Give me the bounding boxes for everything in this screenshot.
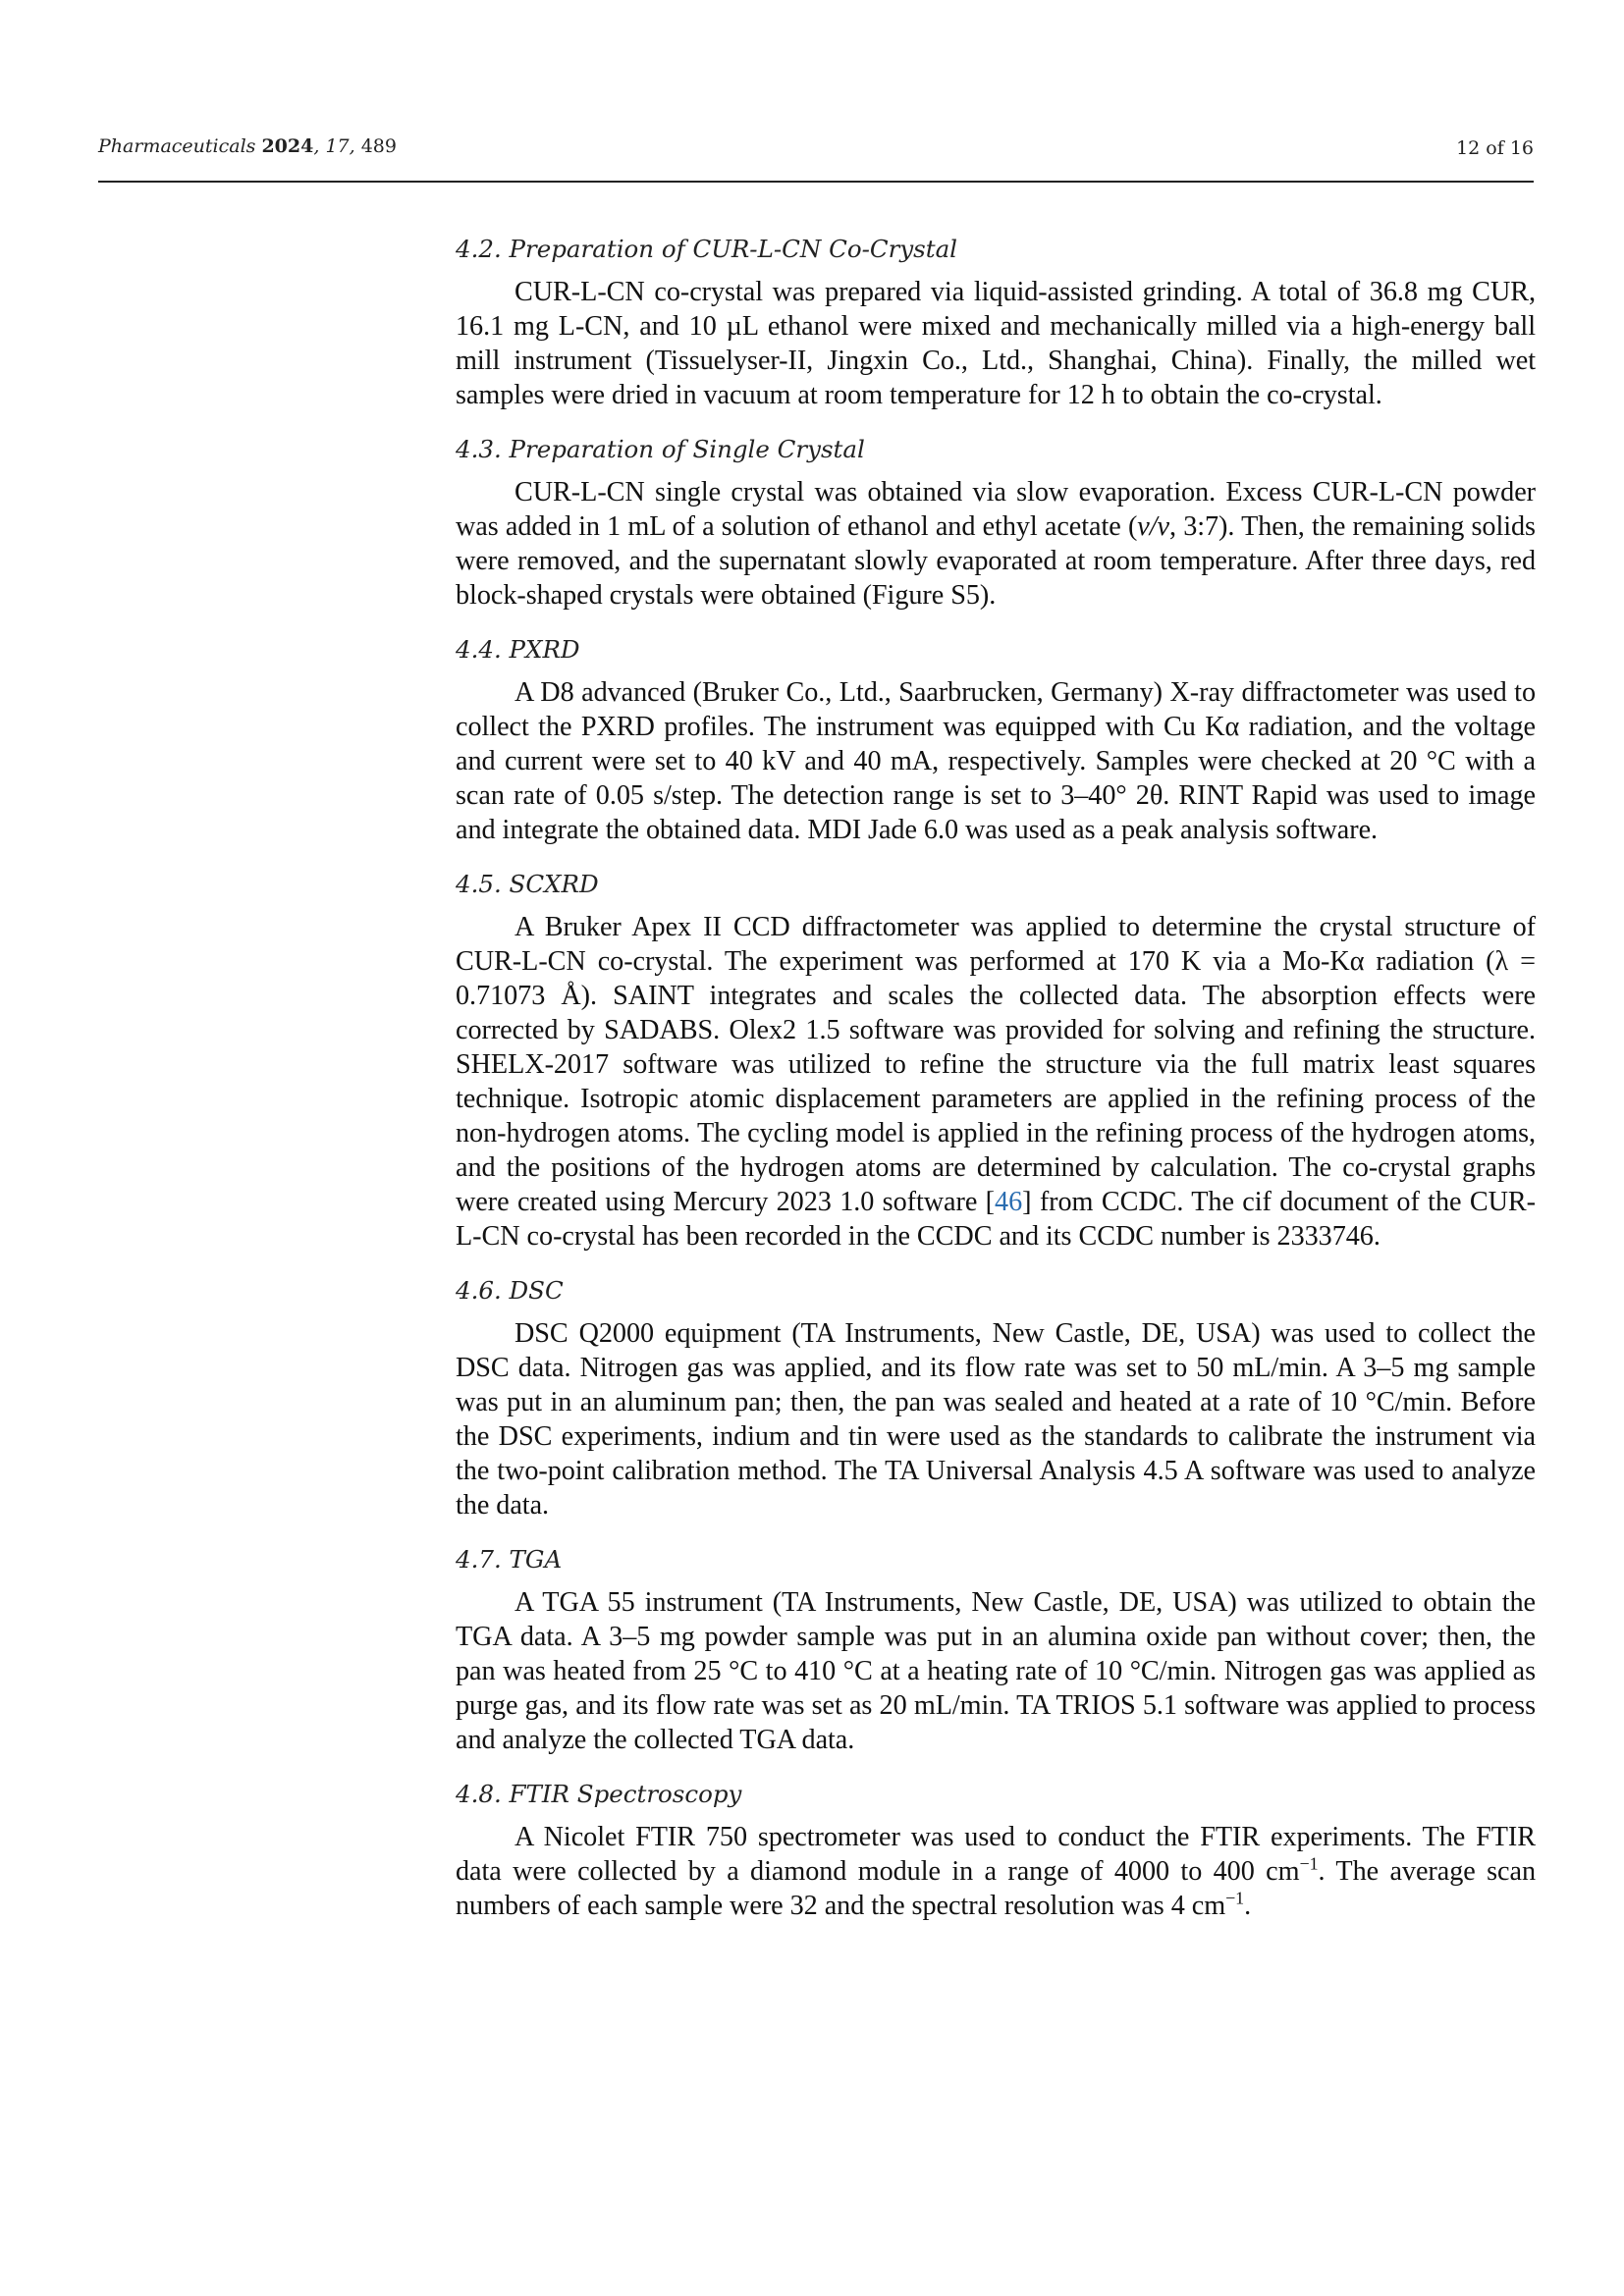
section-heading: 4.3. Preparation of Single Crystal bbox=[456, 435, 865, 463]
section-4-6 bbox=[456, 1275, 1536, 1522]
section-heading: 4.4. PXRD bbox=[456, 635, 580, 664]
section-paragraph bbox=[456, 910, 1536, 1254]
text-run: CUR-L-CN single crystal was obtained via slow evaporation. Excess CUR-L-CN powder was added in 1 mL of a solution of ethanol and ethyl acetate ( bbox=[456, 477, 1536, 542]
text-run: . The average scan numbers of each sample were 32 and the spectral resolution was 4 cm bbox=[456, 1856, 1536, 1921]
journal-volume: 17 bbox=[325, 135, 350, 157]
page-number: 12 of 16 bbox=[1456, 137, 1534, 159]
section-paragraph: A D8 advanced (Bruker Co., Ltd., Saarbrucken, Germany) X-ray diffractometer was used to collect the PXRD profiles. The instrument was equipped with Cu Kα radiation, and the voltage and current were set to 40 kV and 40 mA, respectively. Samples were checked at 20 °C with a scan rate of 0.05 s/step. The detection range is set to 3–40° 2θ. RINT Rapid was used to image and integrate the obtained data. MDI Jade 6.0 was used as a peak analysis software. bbox=[456, 677, 1536, 845]
section-heading: 4.6. DSC bbox=[456, 1276, 564, 1305]
section-4-8 bbox=[456, 1779, 1536, 1923]
text-run: A Bruker Apex II CCD diffractometer was applied to determine the crystal structure of CUR-L-CN co-crystal. The experiment was performed at 170 K via a Mo-Kα radiation (λ = 0.71073 Å). SAINT integrates and scales the collected data. The absorption effects were corrected by SADABS. Olex2 1.5 software was provided for solving and refining the structure. SHELX-2017 software was utilized to refine the structure via the full matrix least squares technique. Isotropic atomic displacement parameters are applied in the refining process of the non-hydrogen atoms. The cycling model is applied in the refining process of the hydrogen atoms, and the positions of the hydrogen atoms are determined by calculation. The co-crystal graphs were created using Mercury 2023 1.0 software [ bbox=[456, 912, 1536, 1217]
section-4-2 bbox=[456, 234, 1536, 412]
section-4-5 bbox=[456, 869, 1536, 1254]
text-run: A Nicolet FTIR 750 spectrometer was used to conduct the FTIR experiments. The FTIR data were collected by a diamond module in a range of 4000 to 400 cm bbox=[456, 1822, 1536, 1887]
italic-ratio: v/v bbox=[1137, 511, 1169, 542]
section-paragraph: CUR-L-CN co-crystal was prepared via liquid-assisted grinding. A total of 36.8 mg CUR, 16.1 mg L-CN, and 10 µL ethanol were mixed and mechanically milled via a high-energy ball mill instrument (Tissuelyser-II, Jingxin Co., Ltd., Shanghai, China). Finally, the milled wet samples were dried in vacuum at room temperature for 12 h to obtain the co-crystal. bbox=[456, 277, 1536, 410]
journal-name: Pharmaceuticals bbox=[98, 135, 256, 157]
superscript: −1 bbox=[1299, 1853, 1319, 1874]
section-paragraph bbox=[456, 1820, 1536, 1923]
text-run: ] from CCDC. The cif document of the CUR-L-CN co-crystal has been recorded in the CCDC and its CCDC number is 2333746. bbox=[456, 1187, 1536, 1252]
article-body bbox=[456, 234, 1536, 1945]
reference-link[interactable]: 46 bbox=[995, 1187, 1023, 1217]
superscript: −1 bbox=[1225, 1888, 1245, 1908]
section-4-4 bbox=[456, 634, 1536, 847]
section-paragraph: DSC Q2000 equipment (TA Instruments, New Castle, DE, USA) was used to collect the DSC data. Nitrogen gas was applied, and its flow rate was set to 50 mL/min. A 3–5 mg sample was put in an aluminum pan; then, the pan was sealed and heated at a rate of 10 °C/min. Before the DSC experiments, indium and tin were used as the standards to calibrate the instrument via the two-point calibration method. The TA Universal Analysis 4.5 A software was used to analyze the data. bbox=[456, 1318, 1536, 1521]
section-heading: 4.5. SCXRD bbox=[456, 870, 599, 898]
article-number: 489 bbox=[360, 135, 397, 157]
text-run: . bbox=[1244, 1891, 1252, 1921]
section-paragraph: A TGA 55 instrument (TA Instruments, New Castle, DE, USA) was utilized to obtain the TGA data. A 3–5 mg powder sample was put in an alumina oxide pan without cover; then, the pan was heated from 25 °C to 410 °C at a heating rate of 10 °C/min. Nitrogen gas was applied as purge gas, and its flow rate was set as 20 mL/min. TA TRIOS 5.1 software was applied to process and analyze the collected TGA data. bbox=[456, 1587, 1536, 1755]
section-4-3 bbox=[456, 434, 1536, 613]
text-run: , 3:7). Then, the remaining solids were removed, and the supernatant slowly evaporated at room temperature. After three days, red block-shaped crystals were obtained (Figure S5). bbox=[456, 511, 1536, 611]
running-header bbox=[98, 135, 1534, 183]
section-paragraph bbox=[456, 475, 1536, 613]
section-heading: 4.8. FTIR Spectroscopy bbox=[456, 1780, 742, 1808]
section-heading: 4.2. Preparation of CUR-L-CN Co-Crystal bbox=[456, 235, 958, 263]
section-4-7 bbox=[456, 1544, 1536, 1757]
journal-year: 2024 bbox=[261, 135, 314, 157]
section-heading: 4.7. TGA bbox=[456, 1545, 563, 1574]
journal-citation: Pharmaceuticals 2024, 17, 489 bbox=[98, 135, 397, 157]
